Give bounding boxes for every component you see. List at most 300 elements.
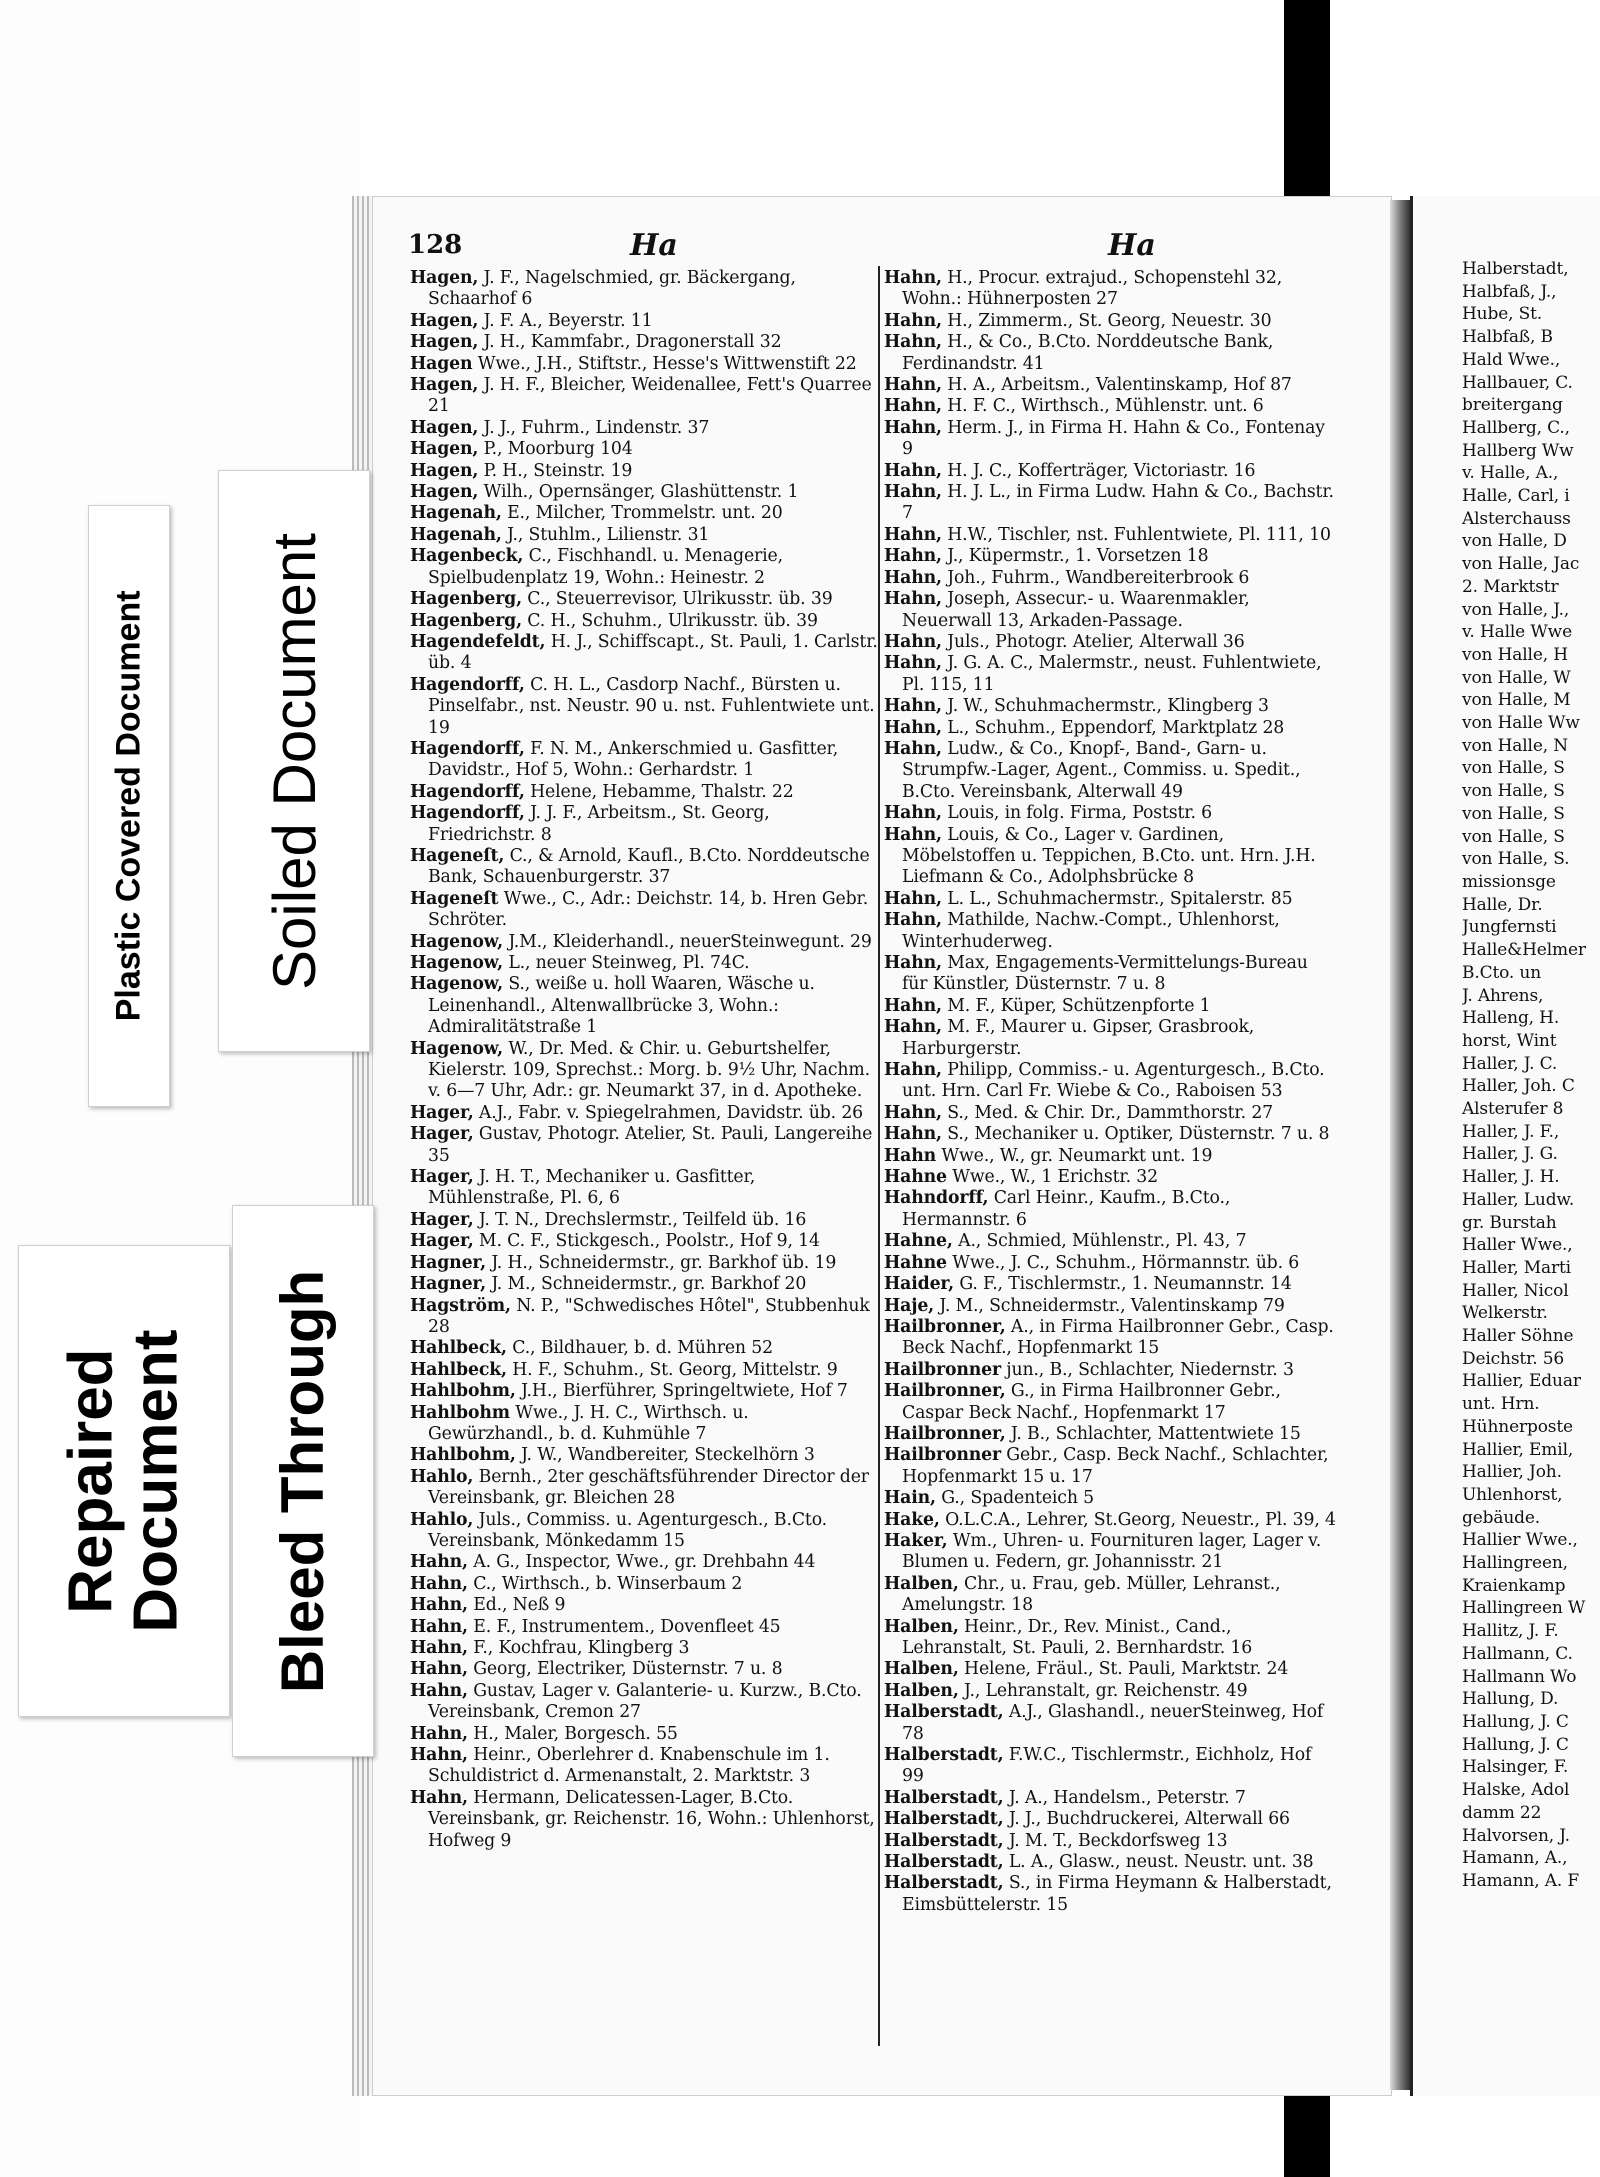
fragment-line: Halbfaß, J., <box>1462 281 1557 302</box>
entry-details: O.L.C.A., Lehrer, St.Georg, Neuestr., Pl. 39, 4 <box>945 1509 1336 1530</box>
fragment-line: v. Halle Wwe <box>1462 622 1572 643</box>
directory-entry <box>410 268 878 311</box>
fragment-line: Hallbauer, C. <box>1462 372 1573 393</box>
directory-entry <box>410 461 878 482</box>
fragment-line: horst, Wint <box>1462 1030 1557 1051</box>
directory-entry <box>884 1017 1336 1060</box>
page-header <box>408 228 1338 268</box>
directory-entry <box>410 1467 878 1510</box>
entry-surname: Hahndorff, <box>884 1188 989 1209</box>
entry-details: J. M. T., Beckdorfsweg 13 <box>1008 1830 1228 1851</box>
directory-entry <box>410 1403 878 1446</box>
directory-entry <box>410 439 878 460</box>
entry-surname: Halberstadt, <box>884 1830 1004 1851</box>
directory-entry <box>410 782 878 803</box>
fragment-line: Hallier, Emil, <box>1462 1439 1574 1460</box>
entry-details: Bernh., 2ter geschäftsführender Director der Vereinsbank, gr. Bleichen 28 <box>428 1466 869 1509</box>
directory-entry <box>410 1510 878 1553</box>
entry-details: Heinr., Oberlehrer d. Knabenschule im 1. Schuldistrict d. Armenanstalt, 2. Marktstr. 3 <box>428 1745 830 1787</box>
left-directory-column <box>410 268 878 1852</box>
directory-entry <box>410 1681 878 1724</box>
entry-surname: Hahn, <box>884 310 942 331</box>
entry-details: Carl Heinr., Kaufm., B.Cto., Hermannstr. 6 <box>902 1188 1231 1230</box>
top-clip-strip <box>1284 0 1330 196</box>
entry-surname: Hahn, <box>410 1659 468 1680</box>
directory-entry <box>884 718 1336 739</box>
directory-entry <box>410 1231 878 1252</box>
entry-details: C., Fischhandl. u. Menagerie, Spielbudenplatz 19, Wohn.: Heinestr. 2 <box>428 546 783 588</box>
directory-entry <box>884 739 1336 803</box>
entry-surname: Hahn <box>884 1145 937 1166</box>
entry-surname: Hahlbohm <box>410 1402 510 1423</box>
fragment-line: Halske, Adol <box>1462 1780 1570 1801</box>
entry-surname: Hagström, <box>410 1295 511 1316</box>
fragment-line: von Halle, S <box>1462 781 1565 802</box>
fragment-line: damm 22 <box>1462 1802 1542 1823</box>
fragment-line: 2. Marktstr <box>1462 576 1559 597</box>
fragment-line: gebäude. <box>1462 1507 1541 1528</box>
directory-entry <box>884 1103 1336 1124</box>
directory-entry <box>410 1210 878 1231</box>
fragment-line: von Halle Ww <box>1462 713 1580 734</box>
fragment-line: Hald Wwe., <box>1462 349 1561 370</box>
page-number: 128 <box>408 230 463 260</box>
directory-entry <box>884 1681 1336 1702</box>
bleed-through-tab <box>232 1205 374 1757</box>
entry-surname: Hagenberg, <box>410 610 522 631</box>
entry-details: Wwe., J.H., Stiftstr., Hesse's Wittwenstift 22 <box>477 353 857 374</box>
entry-surname: Halben, <box>884 1616 959 1637</box>
entry-surname: Hahn, <box>410 1552 468 1573</box>
directory-entry <box>884 1852 1336 1873</box>
fragment-line: Hallung, J. C <box>1462 1712 1569 1732</box>
fragment-line: Haller, J. C. <box>1462 1053 1558 1074</box>
entry-surname: Hahn, <box>884 803 942 824</box>
entry-surname: Hagen, <box>410 268 479 288</box>
fragment-line: von Halle, S <box>1462 758 1565 779</box>
fragment-line: Hühnerposte <box>1462 1416 1573 1437</box>
fragment-line: Hallung, D. <box>1462 1689 1559 1710</box>
directory-entry <box>884 1424 1336 1445</box>
fragment-line: Hallingreen W <box>1462 1598 1586 1619</box>
entry-surname: Hager, <box>410 1231 474 1252</box>
entry-surname: Hahn, <box>884 1017 942 1038</box>
entry-surname: Hake, <box>884 1509 940 1530</box>
entry-surname: Halberstadt, <box>884 1702 1004 1723</box>
entry-surname: Hagenah, <box>410 524 502 545</box>
entry-details: Wilh., Opernsänger, Glashüttenstr. 1 <box>483 482 799 503</box>
directory-entry <box>884 1253 1336 1274</box>
directory-entry <box>410 1638 878 1659</box>
fragment-line: von Halle, Jac <box>1462 554 1580 575</box>
directory-entry <box>410 846 878 889</box>
fragment-line: v. Halle, A., <box>1462 463 1559 484</box>
entry-surname: Hahn, <box>884 696 942 717</box>
fragment-line: Halleng, H. <box>1462 1008 1560 1029</box>
directory-entry <box>410 311 878 332</box>
entry-details: Louis, & Co., Lager v. Gardinen, Möbelstoffen u. Teppichen, B.Cto. unt. Hrn. J.H. Liefmann & Co., Adolphsbrücke 8 <box>902 824 1316 888</box>
fragment-line: Jungfernsti <box>1462 917 1557 938</box>
entry-details: J.M., Kleiderhandl., neuerSteinwegunt. 29 <box>508 931 872 952</box>
directory-entry <box>410 1574 878 1595</box>
entry-surname: Hahn, <box>410 1680 468 1701</box>
entry-surname: Hahn, <box>884 524 942 545</box>
entry-surname: Halben, <box>884 1573 959 1594</box>
entry-details: H.W., Tischler, nst. Fuhlentwiete, Pl. 111, 10 <box>947 524 1331 545</box>
adjacent-page-column <box>1462 258 1600 1893</box>
entry-surname: Hahn, <box>884 631 942 652</box>
entry-details: Louis, in folg. Firma, Poststr. 6 <box>947 803 1212 824</box>
directory-entry <box>884 1788 1336 1809</box>
entry-surname: Hahn, <box>884 375 942 396</box>
entry-surname: Hahlbeck, <box>410 1359 507 1380</box>
entry-details: J. A., Handelsm., Peterstr. 7 <box>1008 1787 1246 1808</box>
entry-surname: Halberstadt, <box>884 1852 1004 1873</box>
fragment-line: Hallberg Ww <box>1462 440 1574 461</box>
entry-details: S., weiße u. holl Waaren, Wäsche u. Leinenhandl., Altenwallbrücke 3, Wohn.: Admiralitätstraße 1 <box>428 974 815 1038</box>
entry-details: J. H. T., Mechaniker u. Gasfitter, Mühlenstraße, Pl. 6, 6 <box>428 1167 756 1209</box>
entry-details: G., in Firma Hailbronner Gebr., Caspar Beck Nachf., Hopfenmarkt 17 <box>902 1381 1281 1423</box>
directory-entry <box>410 1552 878 1573</box>
entry-details: L. L., Schuhmachermstr., Spitalerstr. 85 <box>947 888 1293 909</box>
directory-entry <box>884 1617 1336 1660</box>
entry-details: C. H. L., Casdorp Nachf., Bürsten u. Pinselfabr., nst. Neustr. 90 u. nst. Fuhlentwiete unt. 19 <box>428 674 875 738</box>
entry-details: J. W., Schuhmachermstr., Klingberg 3 <box>947 696 1269 717</box>
entry-details: J. M., Schneidermstr., gr. Barkhof 20 <box>491 1274 807 1295</box>
soiled-document-label: Soiled Document <box>260 532 328 990</box>
entry-surname: Hager, <box>410 1209 474 1230</box>
entry-surname: Hagenow, <box>410 953 503 973</box>
entry-details: J., Lehranstalt, gr. Reichenstr. 49 <box>964 1680 1248 1701</box>
directory-entry <box>410 739 878 782</box>
fragment-line: Alsterchauss <box>1462 508 1571 529</box>
fragment-line: Halsinger, F. <box>1462 1757 1569 1778</box>
directory-entry <box>410 503 878 524</box>
entry-details: M. C. F., Stickgesch., Poolstr., Hof 9, 14 <box>478 1231 820 1252</box>
directory-entry <box>410 1274 878 1295</box>
directory-entry <box>884 461 1336 482</box>
entry-details: Wwe., J. C., Schuhm., Hörmannstr. üb. 6 <box>952 1252 1300 1273</box>
entry-surname: Hagen <box>410 353 473 374</box>
fragment-line: von Halle, W <box>1462 667 1571 688</box>
entry-details: A.J., Fabr. v. Spiegelrahmen, Davidstr. üb. 26 <box>478 1102 864 1123</box>
directory-entry <box>884 996 1336 1017</box>
fragment-line: von Halle, S <box>1462 803 1565 824</box>
entry-details: H. F., Schuhm., St. Georg, Mittelstr. 9 <box>512 1359 838 1380</box>
entry-details: H., Procur. extrajud., Schopenstehl 32, Wohn.: Hühnerposten 27 <box>902 268 1283 310</box>
book-spine-background <box>0 0 360 2177</box>
entry-details: G., Spadenteich 5 <box>941 1488 1095 1509</box>
entry-details: J., Stuhlm., Lilienstr. 31 <box>507 524 710 545</box>
directory-entry <box>410 418 878 439</box>
column-divider <box>878 266 880 2046</box>
entry-surname: Hagen, <box>410 417 479 438</box>
fragment-line: Haller, J. H. <box>1462 1167 1560 1188</box>
fragment-line: von Halle, H <box>1462 644 1568 665</box>
entry-details: G. F., Tischlermstr., 1. Neumannstr. 14 <box>959 1274 1292 1295</box>
directory-entry <box>884 1659 1336 1680</box>
directory-entry <box>410 803 878 846</box>
directory-entry <box>884 632 1336 653</box>
entry-details: S., in Firma Heymann & Halberstadt, Eimsbüttelerstr. 15 <box>902 1873 1332 1915</box>
fragment-line: Hallier Wwe., <box>1462 1530 1578 1551</box>
fragment-line: gr. Burstah <box>1462 1212 1557 1233</box>
entry-details: M. F., Küper, Schützenpforte 1 <box>947 995 1211 1016</box>
entry-details: J. B., Schlachter, Mattentwiete 15 <box>1010 1423 1301 1444</box>
directory-entry <box>884 1188 1336 1231</box>
directory-entry <box>410 953 878 974</box>
directory-entry <box>410 611 878 632</box>
entry-details: Juls., Commiss. u. Agenturgesch., B.Cto. Vereinsbank, Mönkedamm 15 <box>428 1509 827 1551</box>
fragment-line: Haller, Joh. C <box>1462 1076 1575 1097</box>
entry-details: W., Dr. Med. & Chir. u. Geburtshelfer, Kielerstr. 109, Sprechst.: Morg. b. 9½ Uhr, Nachm. v. 6—7 Uhr, Adr.: gr. Neumarkt 37, in d. Apotheke. <box>428 1038 870 1102</box>
entry-details: L., Schuhm., Eppendorf, Marktplatz 28 <box>947 717 1285 738</box>
entry-details: J. W., Wandbereiter, Steckelhörn 3 <box>521 1445 815 1466</box>
entry-details: jun., B., Schlachter, Niedernstr. 3 <box>1006 1359 1294 1380</box>
fragment-line: von Halle, S. <box>1462 849 1570 870</box>
entry-surname: Hahn, <box>410 1745 468 1766</box>
entry-surname: Hahn, <box>884 589 942 610</box>
entry-details: A.J., Glashandl., neuerSteinweg, Hof 78 <box>902 1702 1324 1744</box>
entry-surname: Hahn, <box>884 995 942 1016</box>
directory-entry <box>410 1745 878 1788</box>
entry-surname: Hahne <box>884 1252 947 1273</box>
entry-details: E., Milcher, Trommelstr. unt. 20 <box>507 503 783 524</box>
directory-entry <box>410 1124 878 1167</box>
directory-entry <box>410 675 878 739</box>
entry-details: J. M., Schneidermstr., Valentinskamp 79 <box>939 1295 1285 1316</box>
directory-entry <box>410 482 878 503</box>
entry-details: F.W.C., Tischlermstr., Eichholz, Hof 99 <box>902 1745 1312 1787</box>
entry-surname: Hahn, <box>410 1787 468 1808</box>
directory-entry <box>884 1445 1336 1488</box>
directory-entry <box>884 1060 1336 1103</box>
directory-entry <box>884 1809 1336 1830</box>
directory-entry <box>410 1103 878 1124</box>
fragment-line: Hamann, A., <box>1462 1848 1568 1869</box>
entry-details: H., Zimmerm., St. Georg, Neuestr. 30 <box>947 310 1272 331</box>
soiled-document-tab <box>218 470 370 1052</box>
entry-details: J. G. A. C., Malermstr., neust. Fuhlentwiete, Pl. 115, 11 <box>902 653 1322 695</box>
fragment-line: J. Ahrens, <box>1462 985 1544 1006</box>
directory-entry <box>884 1317 1336 1360</box>
repaired-document-label <box>56 1329 192 1633</box>
entry-details: N. P., "Schwedisches Hôtel", Stubbenhuk 28 <box>428 1295 870 1337</box>
entry-details: H. F. C., Wirthsch., Mühlenstr. unt. 6 <box>947 396 1264 417</box>
entry-details: J. F. A., Beyerstr. 11 <box>483 310 653 331</box>
entry-surname: Hailbronner <box>884 1359 1001 1380</box>
directory-entry <box>884 825 1336 889</box>
fragment-line: Alsterufer 8 <box>1462 1099 1564 1120</box>
directory-entry <box>884 1510 1336 1531</box>
directory-entry <box>884 418 1336 461</box>
entry-surname: Haje, <box>884 1295 935 1316</box>
entry-surname: Hagen, <box>410 439 479 460</box>
entry-surname: Hahn, <box>884 460 942 481</box>
directory-entry <box>884 1488 1336 1509</box>
directory-entry <box>884 1231 1336 1252</box>
fragment-line: von Halle, M <box>1462 690 1571 711</box>
entry-details: J. F., Nagelschmied, gr. Bäckergang, Schaarhof 6 <box>428 268 796 310</box>
entry-details: P. H., Steinstr. 19 <box>483 460 633 481</box>
directory-entry <box>884 953 1336 996</box>
entry-details: S., Med. & Chir. Dr., Dammthorstr. 27 <box>947 1102 1274 1123</box>
entry-surname: Hailbronner <box>884 1445 1001 1466</box>
plastic-covered-label: Plastic Covered Document <box>109 590 148 1022</box>
entry-surname: Hahn, <box>410 1595 468 1616</box>
directory-entry <box>884 1574 1336 1617</box>
entry-surname: Hagen, <box>410 332 479 353</box>
fragment-line: Uhlenhorst, <box>1462 1484 1563 1505</box>
directory-entry <box>410 1788 878 1852</box>
entry-surname: Hagenbeck, <box>410 546 524 567</box>
fragment-line: von Halle, N <box>1462 735 1568 756</box>
entry-details: E. F., Instrumentem., Dovenfleet 45 <box>473 1616 781 1637</box>
entry-surname: Halberstadt, <box>884 1745 1004 1766</box>
fragment-line: Halle, Carl, i <box>1462 486 1570 507</box>
entry-details: Ludw., & Co., Knopf-, Band-, Garn- u. Strumpfw.-Lager, Agent., Commiss. u. Spedit., B.Cto. Vereinsbank, Alterwall 49 <box>902 738 1301 802</box>
entry-surname: Hain, <box>884 1488 936 1509</box>
directory-entry <box>884 332 1336 375</box>
directory-entry <box>410 932 878 953</box>
entry-details: Gustav, Lager v. Galanterie- u. Kurzw., B.Cto. Vereinsbank, Cremon 27 <box>428 1680 862 1723</box>
directory-entry <box>410 632 878 675</box>
bottom-clip-strip <box>1284 2096 1330 2177</box>
fragment-line: Haller, Ludw. <box>1462 1189 1575 1210</box>
fragment-line: Hallung, J. C <box>1462 1734 1569 1755</box>
entry-details: Gustav, Photogr. Atelier, St. Pauli, Langereihe 35 <box>428 1124 873 1166</box>
entry-surname: Hahn, <box>884 332 942 353</box>
entry-details: Herm. J., in Firma H. Hahn & Co., Fontenay 9 <box>902 417 1325 460</box>
entry-surname: Hager, <box>410 1124 474 1145</box>
entry-details: Hermann, Delicatessen-Lager, B.Cto. Vereinsbank, gr. Reichenstr. 16, Wohn.: Uhlenhorst, Hofweg 9 <box>428 1787 875 1851</box>
entry-surname: Hahn, <box>884 1124 942 1145</box>
directory-entry <box>410 354 878 375</box>
entry-surname: Hahn, <box>410 1573 468 1594</box>
entry-details: J. H., Kammfabr., Dragonerstall 32 <box>483 332 782 353</box>
entry-surname: Hagner, <box>410 1274 486 1295</box>
repaired-line-1: Repaired <box>56 1348 126 1614</box>
entry-details: J., Küpermstr., 1. Vorsetzen 18 <box>947 546 1209 567</box>
directory-entry <box>410 974 878 1038</box>
entry-surname: Hailbronner, <box>884 1316 1006 1337</box>
entry-surname: Hahne, <box>884 1231 953 1252</box>
fragment-line: von Halle, D <box>1462 531 1567 552</box>
directory-entry <box>884 1831 1336 1852</box>
fragment-line: Haller, Marti <box>1462 1257 1571 1278</box>
fragment-line: Hamann, A. F <box>1462 1870 1580 1891</box>
entry-surname: Halben, <box>884 1680 959 1701</box>
directory-entry <box>410 1338 878 1359</box>
entry-details: Helene, Fräul., St. Pauli, Marktstr. 24 <box>964 1659 1289 1680</box>
directory-entry <box>410 1595 878 1616</box>
fragment-line: Haller, Nicol <box>1462 1280 1569 1301</box>
bleed-through-label: Bleed Through <box>269 1269 337 1693</box>
entry-surname: Hagenow, <box>410 931 503 952</box>
entry-surname: Hager, <box>410 1167 474 1188</box>
directory-entry <box>884 803 1336 824</box>
entry-surname: Hahn, <box>884 1060 942 1081</box>
entry-details: F. N. M., Ankerschmied u. Gasfitter, Davidstr., Hof 5, Wohn.: Gerhardstr. 1 <box>428 738 839 781</box>
fragment-line: Halvorsen, J. <box>1462 1825 1570 1846</box>
entry-surname: Halberstadt, <box>884 1809 1004 1830</box>
entry-details: J. H., Schneidermstr., gr. Barkhof üb. 19 <box>491 1252 837 1273</box>
fragment-line: Hube, St. <box>1462 304 1543 325</box>
fragment-line: Haller, J. F., <box>1462 1121 1560 1142</box>
entry-details: J. T. N., Drechslermstr., Teilfeld üb. 16 <box>478 1209 807 1230</box>
entry-surname: Hahn, <box>884 824 942 845</box>
fragment-line: Hallmann, C. <box>1462 1643 1573 1664</box>
directory-entry <box>884 1274 1336 1295</box>
fragment-line: Haller Söhne <box>1462 1326 1574 1347</box>
entry-surname: Hagendorff, <box>410 803 525 824</box>
entry-surname: Hahlbeck, <box>410 1338 507 1359</box>
entry-surname: Haker, <box>884 1530 948 1551</box>
entry-surname: Hahlbohm, <box>410 1445 516 1466</box>
fragment-line: Hallmann Wo <box>1462 1666 1577 1687</box>
entry-details: Max, Engagements-Vermittelungs-Bureau für Künstler, Düsternstr. 7 u. 8 <box>902 953 1308 995</box>
entry-surname: Hahn, <box>884 953 942 973</box>
fragment-line: Haller, J. G. <box>1462 1144 1558 1165</box>
entry-details: H., & Co., B.Cto. Norddeutsche Bank, Ferdinandstr. 41 <box>902 332 1274 374</box>
entry-details: C., Steuerrevisor, Ulrikusstr. üb. 39 <box>527 589 833 610</box>
entry-details: Ed., Neß 9 <box>473 1595 566 1616</box>
entry-surname: Haider, <box>884 1274 954 1295</box>
entry-surname: Hailbronner, <box>884 1423 1006 1444</box>
entry-details: Georg, Electriker, Düsternstr. 7 u. 8 <box>473 1659 783 1680</box>
directory-entry <box>884 889 1336 910</box>
entry-details: A., in Firma Hailbronner Gebr., Casp. Beck Nachf., Hopfenmarkt 15 <box>902 1316 1334 1359</box>
entry-details: C., Wirthsch., b. Winserbaum 2 <box>473 1573 743 1594</box>
entry-surname: Hagen, <box>410 460 479 481</box>
entry-details: P., Moorburg 104 <box>483 439 633 460</box>
directory-entry <box>884 546 1336 567</box>
entry-surname: Halben, <box>884 1659 959 1680</box>
entry-details: H. J. L., in Firma Ludw. Hahn & Co., Bachstr. 7 <box>902 482 1334 524</box>
fragment-line: Halle, Dr. <box>1462 894 1543 915</box>
fragment-line: Haller Wwe., <box>1462 1235 1573 1256</box>
entry-surname: Hahlbohm, <box>410 1381 516 1402</box>
entry-details: Wwe., W., gr. Neumarkt unt. 19 <box>941 1145 1213 1166</box>
entry-surname: Hailbronner, <box>884 1381 1006 1402</box>
entry-surname: Hagen, <box>410 375 479 396</box>
entry-details: Gebr., Casp. Beck Nachf., Schlachter, Hopfenmarkt 15 u. 17 <box>902 1445 1329 1487</box>
entry-details: L., neuer Steinweg, Pl. 74C. <box>508 953 750 973</box>
entry-surname: Hahn, <box>884 738 942 759</box>
entry-surname: Hagendorff, <box>410 781 525 802</box>
repaired-line-2: Document <box>122 1329 192 1633</box>
fragment-line: Hallier, Joh. <box>1462 1462 1562 1483</box>
directory-entry <box>410 1296 878 1339</box>
entry-surname: Hahn, <box>884 417 942 438</box>
fragment-line: breitergang <box>1462 395 1563 416</box>
entry-surname: Hagendorff, <box>410 674 525 695</box>
entry-surname: Hagner, <box>410 1252 486 1273</box>
directory-entry <box>884 1702 1336 1745</box>
entry-surname: Hahn, <box>884 396 942 417</box>
entry-details: J.H., Bierführer, Springeltwiete, Hof 7 <box>521 1381 848 1402</box>
directory-entry <box>410 1381 878 1402</box>
entry-details: Joseph, Assecur.- u. Waarenmakler, Neuerwall 13, Arkaden-Passage. <box>902 589 1250 631</box>
entry-surname: Hagen, <box>410 482 479 503</box>
directory-entry <box>884 482 1336 525</box>
entry-details: C. H., Schuhm., Ulrikusstr. üb. 39 <box>527 610 818 631</box>
entry-surname: Hahn, <box>884 546 942 567</box>
fragment-line: unt. Hrn. <box>1462 1394 1540 1415</box>
entry-details: Juls., Photogr. Atelier, Alterwall 36 <box>947 631 1245 652</box>
running-head-right: Ha <box>1108 228 1156 263</box>
directory-entry <box>884 1745 1336 1788</box>
